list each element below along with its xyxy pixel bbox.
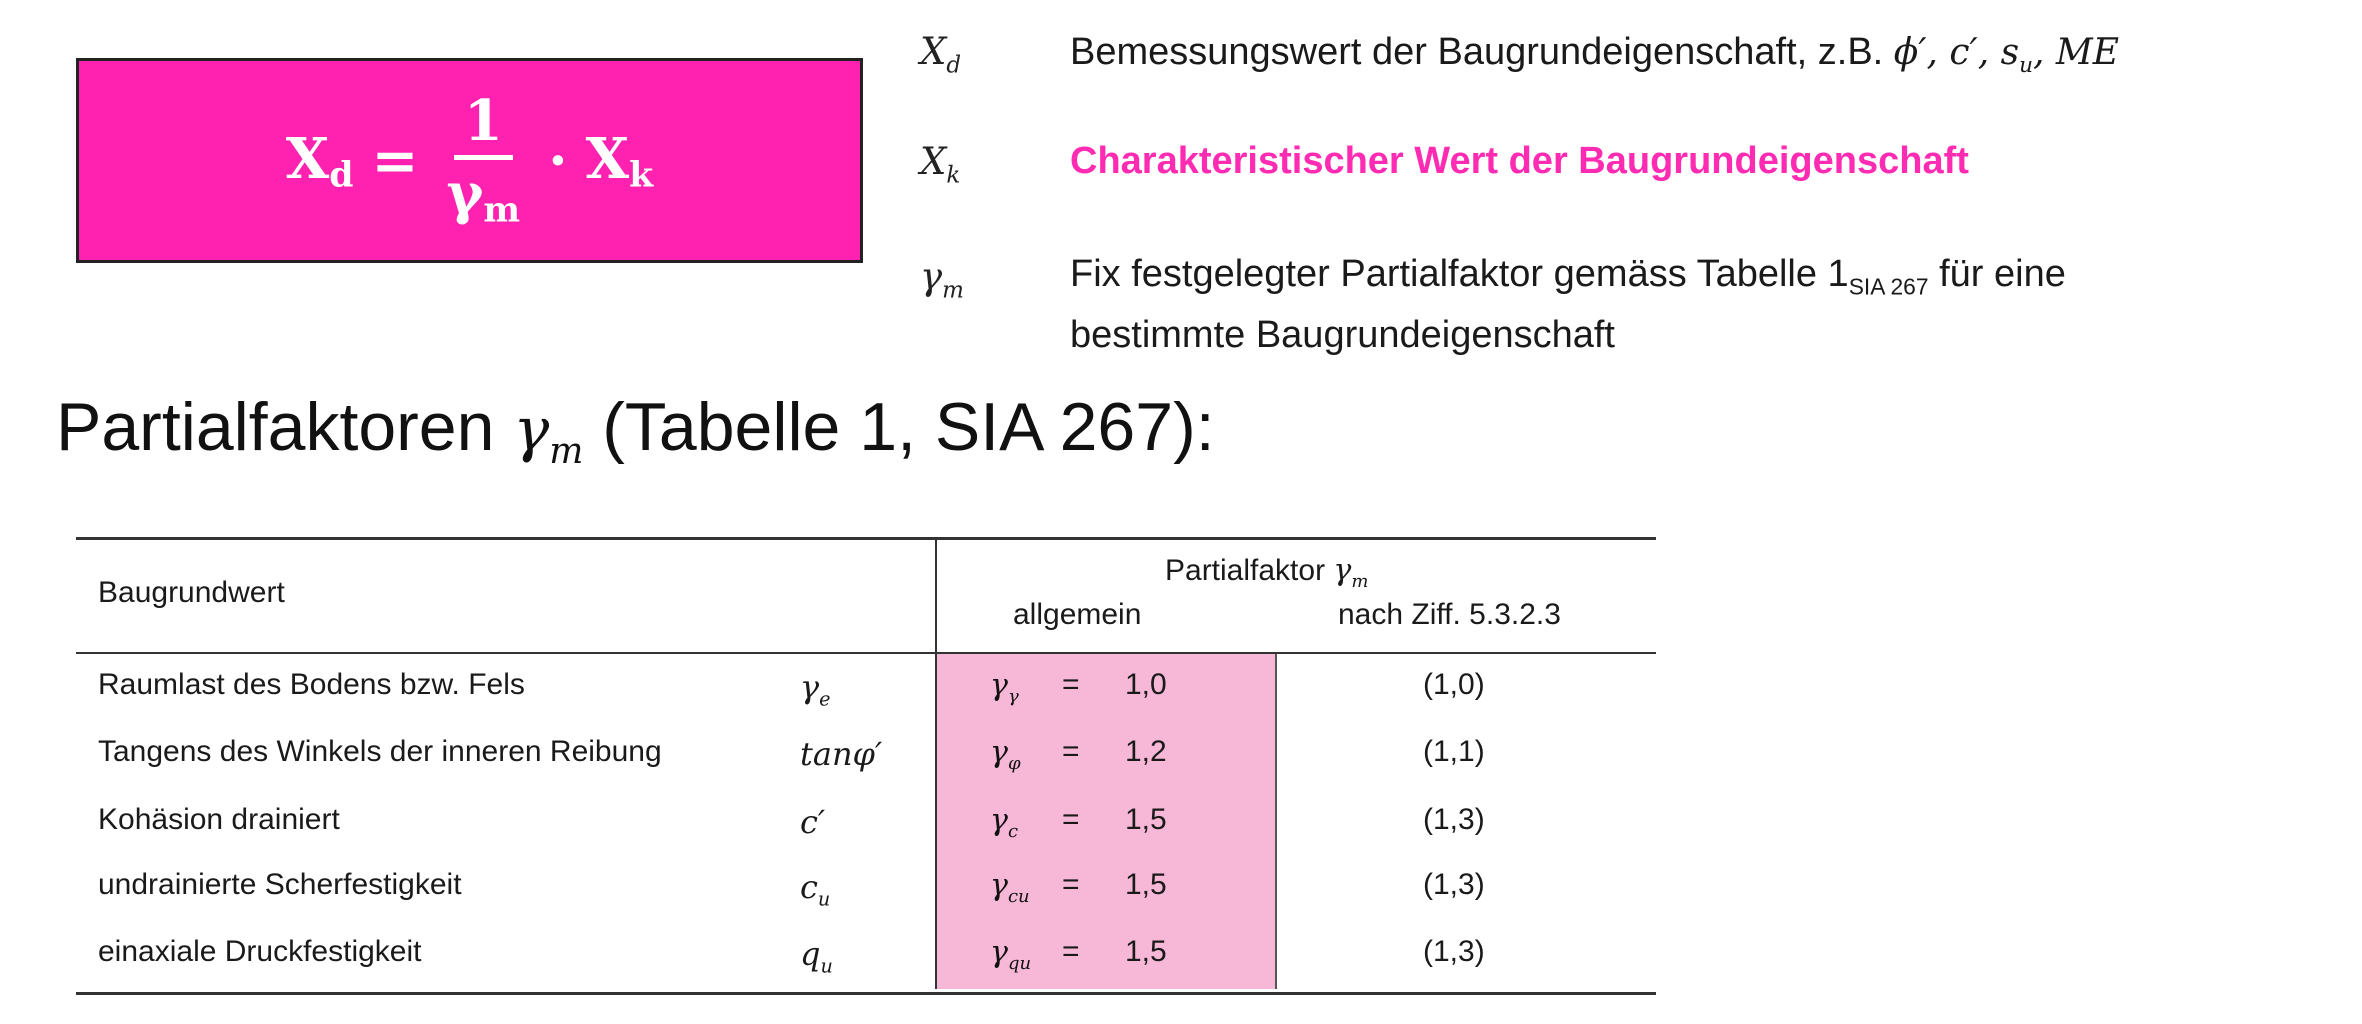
table-row-symbol: c′ [800, 803, 826, 841]
highlight-column-border [1275, 654, 1277, 989]
table-row-symbol: $q_u$ [800, 935, 833, 978]
table-row-symbol: tanφ′ [800, 735, 883, 773]
definition-text-xk: Charakteristischer Wert der Baugrundeigenschaft [1070, 140, 1969, 182]
design-value-formula [79, 61, 860, 260]
table-header-allgemein: allgemein [1013, 598, 1142, 631]
formula-box [76, 58, 863, 263]
table-row-label: undrainierte Scherfestigkeit [98, 868, 462, 901]
table-row-symbol: $c_u$ [800, 868, 831, 911]
table-row-equals: = [1062, 868, 1080, 901]
formula-fraction [436, 87, 530, 231]
highlight-column [937, 654, 1275, 989]
formula-equals: = [371, 127, 419, 194]
table-row-gamma: $\gamma_{cu}$ [990, 868, 1030, 907]
definition-text-xd: Bemessungswert der Baugrundeigenschaft, z.B. ϕ′, c′, $s_u$, ME [1070, 31, 2120, 79]
table-row-value: 1,0 [1125, 668, 1167, 701]
formula-numerator: 1 [454, 93, 513, 160]
formula-denominator: $\gamma_m$ [446, 160, 521, 231]
table-row-value: 1,5 [1125, 935, 1167, 968]
table-row-equals: = [1062, 668, 1080, 701]
section-heading: Partialfaktoren $\gamma_m$ (Tabelle 1, SIA 267): [56, 389, 1215, 472]
table-row-gamma: $\gamma_c$ [990, 803, 1019, 842]
table-row-label: Raumlast des Bodens bzw. Fels [98, 668, 525, 701]
formula-rhs: $X_k$ [585, 125, 654, 196]
table-row-alt-value: (1,1) [1423, 735, 1485, 768]
definition-symbol-xd: $X_d$ [920, 30, 962, 79]
formula-lhs: $X_d$ [285, 125, 354, 196]
table-row-gamma: $\gamma_\gamma$ [990, 668, 1019, 707]
table-row-label: Tangens des Winkels der inneren Reibung [98, 735, 662, 768]
formula-dot: · [548, 127, 568, 194]
table-row-equals: = [1062, 935, 1080, 968]
table-row-alt-value: (1,3) [1423, 868, 1485, 901]
table-row-label: einaxiale Druckfestigkeit [98, 935, 422, 968]
table-row-label: Kohäsion drainiert [98, 803, 340, 836]
table-row-alt-value: (1,0) [1423, 668, 1485, 701]
table-row-value: 1,5 [1125, 868, 1167, 901]
table-header-nach-ziff: nach Ziff. 5.3.2.3 [1338, 598, 1561, 631]
table-header-partialfaktor: Partialfaktor $\gamma_m$ [1165, 553, 1369, 592]
table-row-gamma: $\gamma_\varphi$ [990, 735, 1021, 774]
table-header-divider [76, 652, 1656, 654]
table-row-value: 1,5 [1125, 803, 1167, 836]
definition-symbol-xk: $X_k$ [920, 140, 961, 189]
table-column-divider [935, 537, 937, 989]
definition-symbol-gamma-m: $\gamma_m$ [920, 255, 964, 304]
table-row-equals: = [1062, 803, 1080, 836]
table-row-symbol: $\gamma_e$ [800, 668, 831, 711]
table-row-alt-value: (1,3) [1423, 803, 1485, 836]
table-row-value: 1,2 [1125, 735, 1167, 768]
table-row-equals: = [1062, 735, 1080, 768]
definition-text-gamma-m: Fix festgelegter Partialfaktor gemäss Tabelle $1_{SIA 267}$ für eine bestimmte Baugrundeigenschaft [1070, 253, 2066, 356]
table-header-baugrundwert: Baugrundwert [98, 576, 285, 609]
table-row-alt-value: (1,3) [1423, 935, 1485, 968]
table-row-gamma: $\gamma_{qu}$ [990, 935, 1032, 974]
